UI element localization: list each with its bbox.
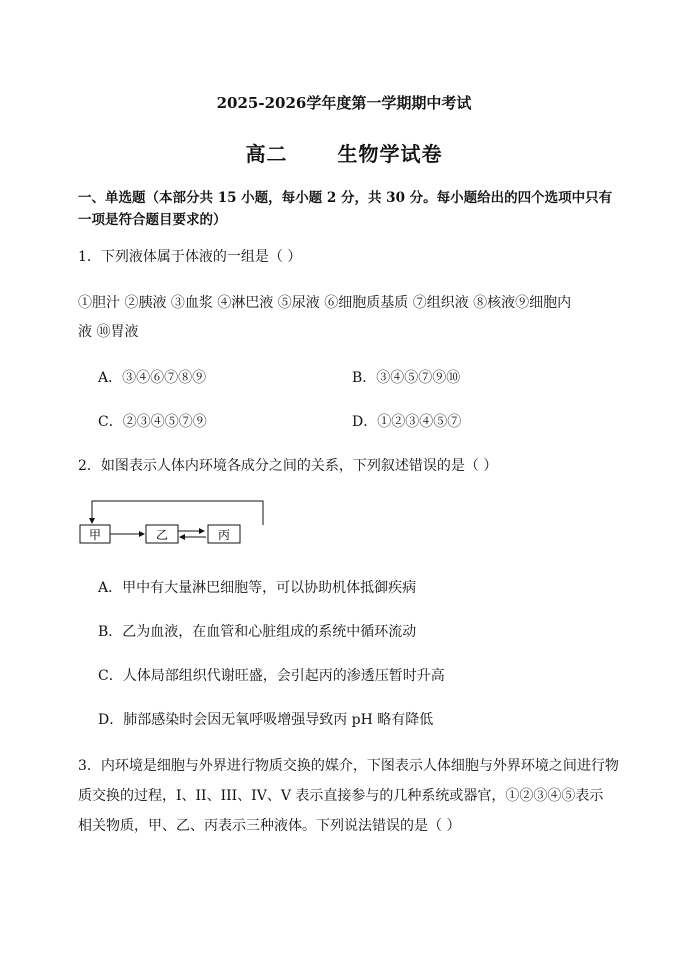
body-fluid-diagram — [78, 495, 278, 547]
q2-option-c: C．人体局部组织代谢旺盛，会引起丙的渗透压暂时升高 — [98, 668, 445, 684]
section-heading-line2: 一项是符合题目要求的） — [78, 212, 227, 228]
subject-label: 生物学试卷 — [337, 142, 443, 166]
q1-option-a: A．③④⑥⑦⑧⑨ — [98, 370, 207, 386]
q3-line1: 3．内环境是细胞与外界进行物质交换的媒介，下图表示人体细胞与外界环境之间进行物 — [78, 758, 619, 774]
q1-stem: 1．下列液体属于体液的一组是（ ） — [78, 249, 302, 265]
box-jia-label: 甲 — [88, 528, 102, 542]
q2-option-a: A．甲中有大量淋巴细胞等，可以协助机体抵御疾病 — [98, 580, 417, 596]
q2-stem: 2．如图表示人体内环境各成分之间的关系，下列叙述错误的是（ ） — [78, 458, 498, 474]
q1-option-b: B．③④⑤⑦⑨⑩ — [352, 370, 461, 386]
q2-option-d: D．肺部感染时会因无氧呼吸增强导致丙 pH 略有降低 — [98, 712, 434, 728]
box-yi-label: 乙 — [155, 528, 169, 542]
exam-title: 2025-2026学年度第一学期期中考试 — [216, 94, 472, 112]
paper-title — [0, 138, 688, 167]
q1-option-d: D．①②③④⑤⑦ — [352, 414, 462, 430]
q1-option-c: C．②③④⑤⑦⑨ — [98, 414, 207, 430]
loop-arrow — [92, 501, 263, 525]
q1-items-line1: ①胆汁 ②胰液 ③血浆 ④淋巴液 ⑤尿液 ⑥细胞质基质 ⑦组织液 ⑧核液⑨细胞内 — [78, 295, 572, 311]
section-heading-line1: 一、单选题（本部分共 15 小题，每小题 2 分，共 30 分。每小题给出的四个选项中只有 — [78, 190, 613, 206]
q1-items-line2: 液 ⑩胃液 — [78, 324, 139, 340]
q3-line2: 质交换的过程，I、II、III、IV、V 表示直接参与的几种系统或器官，①②③④⑤表示 — [78, 788, 604, 804]
grade-label: 高二 — [245, 142, 288, 166]
q3-line3: 相关物质，甲、乙、丙表示三种液体。下列说法错误的是（ ） — [78, 818, 461, 834]
box-bing-label: 丙 — [217, 528, 231, 542]
q2-option-b: B．乙为血液，在血管和心脏组成的系统中循环流动 — [98, 624, 417, 640]
